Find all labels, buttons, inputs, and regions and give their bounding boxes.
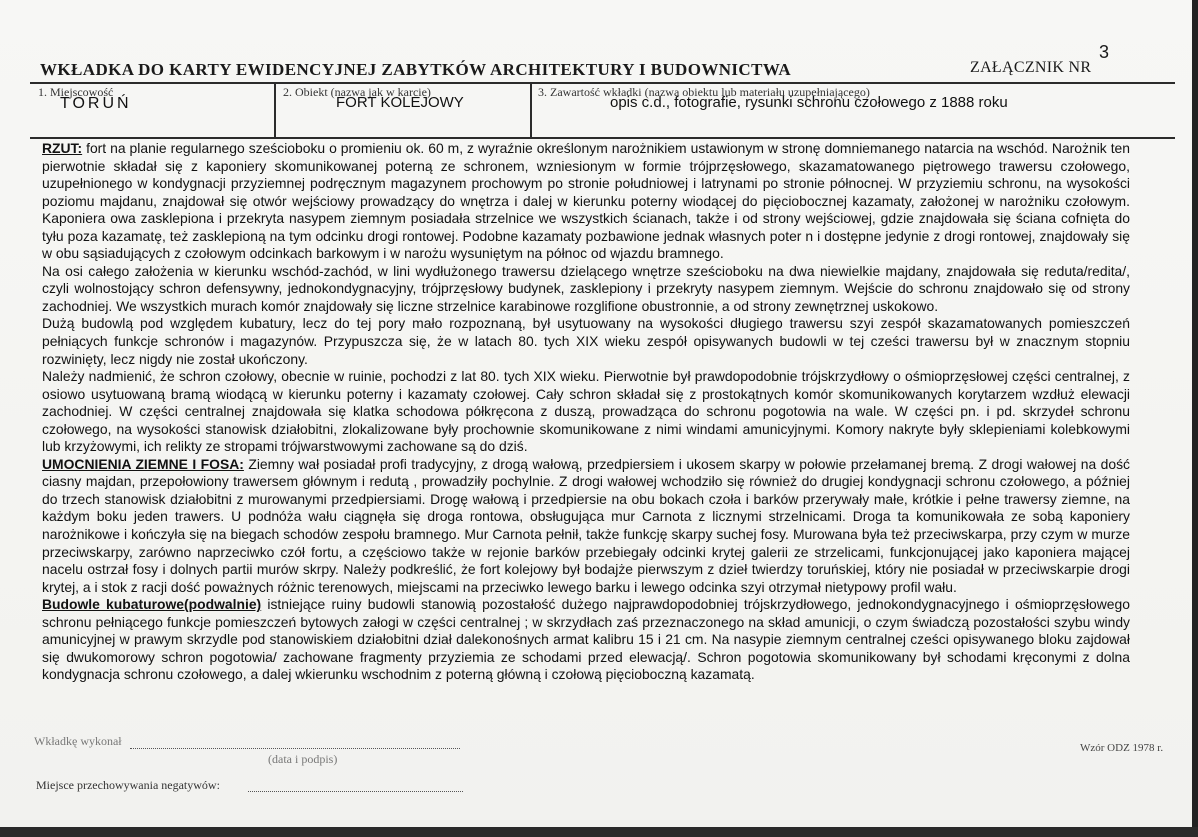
place-label: 1. Miejscowość	[38, 85, 114, 99]
heading-buildings: Budowle kubaturowe(podwalnie)	[42, 596, 262, 613]
object-label: 2. Obiekt (nazwa jak w karcie)	[283, 85, 431, 99]
text-buildings: istniejące ruiny budowli stanowią pozostałość dużego najprawdopodobniej trójskrzydłowego, jednokondygnacyjnego i ośmioprzęsłowego schronu pełniącego funkcje pomieszczeń bytowych załogi w części centralnej ; w skrzydłach zaś przeznaczonego na skład amunicji, o czym świadczą pozostałości szybu windy amunicyjnej w prawym skrzydle pod stanowiskiem działobitni dział dalekonośnych armat kalibru 15 i 21 cm. Na nasypie ziemnym centralnej cześci opisywanego bloku zajdował się dwukomorowy schron pogotowia/ zachowane fragmenty przyziemia ze schodami przed elewacją/. Schron pogotowia skomunikowany był schodami kręconymi z dolna kondygnacja schronu czołowego, a dalej wkierunku wschodnim z poterną główną i czołową pięcioboczną kazamatą.	[42, 596, 1130, 683]
scan-edge-bottom	[0, 827, 1198, 837]
description-body	[42, 140, 1130, 684]
paragraph-front-shelter	[42, 368, 1130, 456]
text-plan: fort na planie regularnego sześcioboku o promieniu ok. 60 m, z wyraźnie określonym narożnikiem ustawionym w stronę domniemanego natarcia na wschód. Narożnik ten pierwotnie składał się z kaponiery skomunikowanej poterną ze schronem, wzniesionym w formie trójprzęsłowego, skazamatowanego piętrowego trawersu czołowego, uzupełnionego w kondygnacji przyziemnej podręcznym magazynem prochowym po stronie południowej i latrynami po stronie północnej. W przyziemiu schronu, na wysokości poziomu majdanu, znajdował się otwór wejściowy prowadzący do wnętrza i dalej w kierunku poterny wiodącej do pięciobocznej kazamaty, założonej w narożniku czołowym. Kaponiera owa zasklepiona i przekryta nasypem ziemnym posiadała strzelnice we wszystkich ścianach, także i od strony wejściowej, gdzie znajdowała się ściana cofnięta do tyłu poza kazamatę, też zasklepioną na tym odcinku drogi rontowej. Podobne kazamaty pozbawione jednak własnych poter n i dostępne jedynie z drogi rontowej, znajdowały się w obu sąsiadujących z czołowym odcinkach barkowym i w narożu wysuniętym na północ od wjazdu bramnego.	[42, 140, 1130, 262]
document-title: WKŁADKA DO KARTY EWIDENCYJNEJ ZABYTKÓW ARCHITEKTURY I BUDOWNICTWA	[40, 60, 792, 79]
text-front-shelter: Należy nadmienić, że schron czołowy, obecnie w ruinie, pochodzi z lat 80. tych XIX wieku. Pierwotnie był prawdopodobnie trójskrzydłowy o ośmioprzęsłowej części centralnej, z osiowo usytuowaną bramą wiodącą w kierunku poterny i kazamaty czołowej. Cały schron składał się z prostokątnych komór skomunikowanych korytarzem wzdłuż elewacji zachodniej. W części centralnej znajdowała się klatka schodowa półkręcona z duszą, prowadząca do schronu pogotowia na wale. W części pn. i pd. skrzydeł schronu czołowego, na wysokości stanowisk działobitni, zlokalizowane były prochownie skomunikowane z nimi windami amunicyjnymi. Komory nakryte były sklepieniami kolebkowymi lub krzyżowymi, ich relikty ze stropami trójwarstwowymi zachowane są do dziś.	[42, 368, 1130, 455]
text-earthworks: Ziemny wał posiadał profi tradycyjny, z drogą wałową, przedpiersiem i ukosem skarpy w połowie przełamanej bremą. Z drogi wałowej na dość ciasny majdan, przepołowiony trawersem głównym i redutą , prowadziły pochylnie. Z drogi wałowej wchodziło się również do drugiej kondygnacji schronu czołowego, a później do trzech stanowisk działobitni z murowanymi przedpiersiami. Drogę wałową i przedpiersie na obu bokach czoła i barków przerywały małe, krótkie i pełne trawersy ziemne, na każdym boku jeden trawers. U podnóża wału ciągnęła się droga rontowa, obsługująca mur Carnota z licznymi strzelnicami. Droga ta komunikowała ze sobą kaponiery narożnikowe i kończyła się na biegach schodów zespołu bramnego. Mur Carnota pełnił, także funkcję skarpy suchej fosy. Murowana była też przeciwskarpa, przy czym w murze przeciwskarpy, zarówno naprzeciwko czół fortu, a częściowo także w rejonie barków przebiegały odcinki krytej galerii ze strzelicami, funkcjonującej jako kaponiera mającej nacelu ostrzał fosy i dolnych partii murów skrpy. Należy podkreślić, że fort kolejowy był bodajże pierwszym z dzieł twierdzy toruńskiej, który nie posiadał w przeciwskarpie drogi krytej, a i stok z racji dość poważnych różnic terenowych, miejscami na przeciwko lewego barku i lewego odcinka szyi otrzymał nietypowy profil wału.	[42, 455, 1130, 595]
cell-divider-1	[274, 83, 276, 138]
negatives-location-label: Miejsce przechowywania negatywów:	[36, 778, 220, 792]
paragraph-buildings	[42, 596, 1130, 684]
prepared-by-line	[130, 748, 460, 749]
negatives-location-line	[248, 791, 463, 792]
annex-label: ZAŁĄCZNIK NR	[970, 59, 1092, 76]
heading-plan: RZUT:	[42, 140, 83, 156]
content-label: 3. Zawartość wkładki (nazwa obiektu lub materiału uzupełniającego)	[538, 85, 870, 99]
header-rule-top	[30, 82, 1175, 84]
header-rule-bottom	[30, 137, 1175, 139]
cell-divider-2	[530, 83, 532, 138]
annex-number: 3	[1099, 42, 1110, 62]
scan-edge-right	[1192, 0, 1198, 837]
date-signature-label: (data i podpis)	[268, 752, 338, 766]
content-value: opis c.d., fotografie, rysunki schronu czołowego z 1888 roku	[610, 94, 1008, 111]
prepared-by-label: Wkładkę wykonał	[34, 734, 122, 748]
paragraph-casemates	[42, 315, 1130, 368]
object-value: FORT KOLEJOWY	[336, 94, 464, 111]
place-value: TORUŃ	[60, 95, 132, 112]
text-casemates: Dużą budowlą pod względem kubatury, lecz do tej pory mało rozpoznaną, był usytuowany na wysokości długiego trawersu szyi zespół skazamatowanych pomieszczeń pełniących funkcje schronów i magazynów. Przypuszcza się, że w latach 80. tych XIX wieku zespół opisywanych budowli w tej cześci trawersu był w znacznym stopniu rozwinięty, lecz nigdy nie został ukończony.	[42, 315, 1130, 367]
text-redoubt: Na osi całego założenia w kierunku wschód-zachód, w lini wydłużonego trawersu dzielącego wnętrze sześcioboku na dwa niewielkie majdany, znajdowała się reduta/redita/, czyli wolnostojący schron defensywny, jednokondygnacyjny, trójprzęsłowy budynek, zasklepiony i przekryty nasypem ziemnym. Wejście do schronu znajdowało się od strony zachodniej. We wszystkich murach komór znajdowały się liczne strzelnice karabinowe rozglifione obustronnie, a od strony zewnętrznej uskokowo.	[42, 262, 1130, 314]
form-code: Wzór ODZ 1978 r.	[1080, 742, 1164, 754]
paragraph-redoubt	[42, 263, 1130, 316]
heading-earthworks: UMOCNIENIA ZIEMNE I FOSA:	[42, 455, 244, 472]
paragraph-plan	[42, 140, 1130, 263]
paragraph-earthworks	[42, 456, 1130, 596]
